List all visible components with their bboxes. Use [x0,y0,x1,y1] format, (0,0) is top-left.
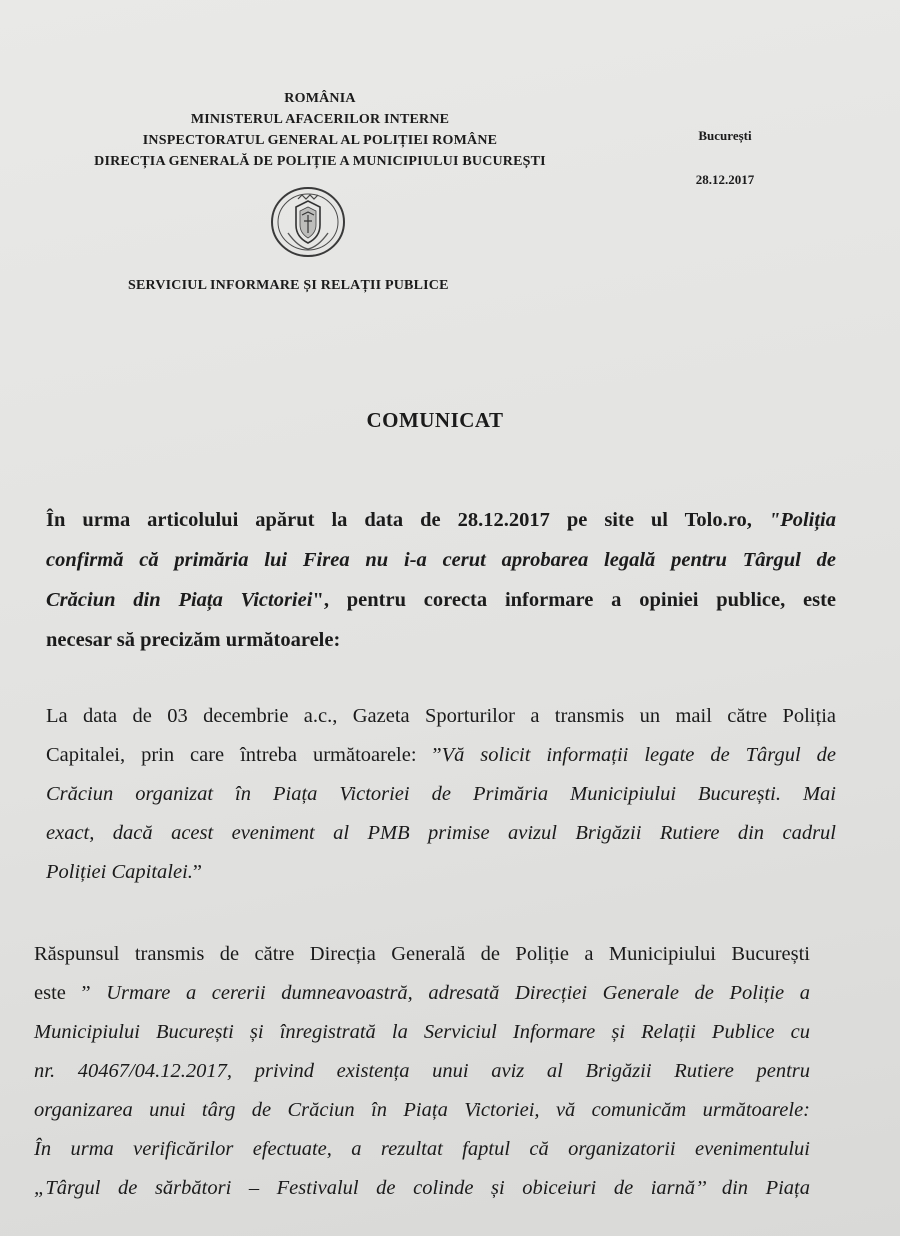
gazeta-line-1: La data de 03 decembrie a.c., Gazeta Sporturilor a transmis un mail către Poliția [46,705,836,727]
page-title: COMUNICAT [366,408,504,432]
intro-text-continued: ", pentru corecta informare a opiniei publice, este [312,589,837,611]
gazeta-line-2 [46,736,836,775]
gazeta-quote-start: Vă solicit informații legate de Târgul de [441,744,836,766]
intro-line-3 [46,580,836,620]
service-name: SERVICIUL INFORMARE ȘI RELAȚII PUBLICE [128,278,449,293]
response-line-2 [34,974,810,1013]
gazeta-paragraph [46,697,836,892]
response-line-5: organizarea unui târg de Crăciun în Piața Victoriei, vă comunicăm următoarele: [34,1099,810,1121]
response-text: este ” [34,982,91,1004]
gazeta-line-3: Crăciun organizat în Piața Victoriei de Primăria Municipiului București. Mai [46,783,836,805]
response-paragraph [34,935,810,1208]
intro-line-2: confirmă că primăria lui Firea nu i-a cerut aprobarea legală pentru Târgul de [46,549,836,571]
intro-text: În urma articolului apărut la data de 28.12.2017 pe site ul Tolo.ro, [46,509,752,531]
response-line-3: Municipiului București și înregistrată la Serviciul Informare și Relații Publice cu [34,1021,810,1043]
gazeta-line-4: exact, dacă acest eveniment al PMB primise avizul Brigăzii Rutiere din cadrul [46,822,836,844]
header-line-directorate: DIRECȚIA GENERALĂ DE POLIȚIE A MUNICIPIULUI BUCUREȘTI [94,154,546,169]
intro-paragraph [46,500,836,660]
intro-line-1 [46,500,836,540]
police-crest-icon [268,185,348,259]
response-line-6: În urma verificărilor efectuate, a rezultat faptul că organizatorii evenimentului [34,1138,810,1160]
gazeta-text: Capitalei, prin care întreba următoarele: ” [46,744,442,766]
intro-line-4: necesar să precizăm următoarele: [46,629,341,651]
gazeta-line-5 [46,853,836,892]
response-line-4: nr. 40467/04.12.2017, privind existența unui aviz al Brigăzii Rutiere pentru [34,1060,810,1082]
article-title-start: "Poliția [768,509,836,531]
gazeta-quote-end: Poliției Capitalei. [46,861,193,883]
header-line-inspectorate: INSPECTORATUL GENERAL AL POLIȚIEI ROMÂNE [142,133,498,148]
response-line-1: Răspunsul transmis de către Direcția Generală de Poliție a Municipiului București [34,943,810,965]
article-title-end: Crăciun din Piața Victoriei [46,589,313,611]
response-quote-start: Urmare a cererii dumneavoastră, adresată Direcției Generale de Poliție a [106,982,810,1004]
response-line-7: „Târgul de sărbători – Festivalul de colinde și obiceiuri de iarnă’’ din Piața [34,1177,810,1199]
gazeta-quote-mark: ” [192,861,203,883]
place-date-block [650,128,800,188]
header-date: 28.12.2017 [695,172,755,187]
header-line-ministry: MINISTERUL AFACERILOR INTERNE [190,112,450,127]
header-line-country: ROMÂNIA [284,91,356,106]
institution-header [40,88,600,172]
header-city: București [698,128,752,143]
